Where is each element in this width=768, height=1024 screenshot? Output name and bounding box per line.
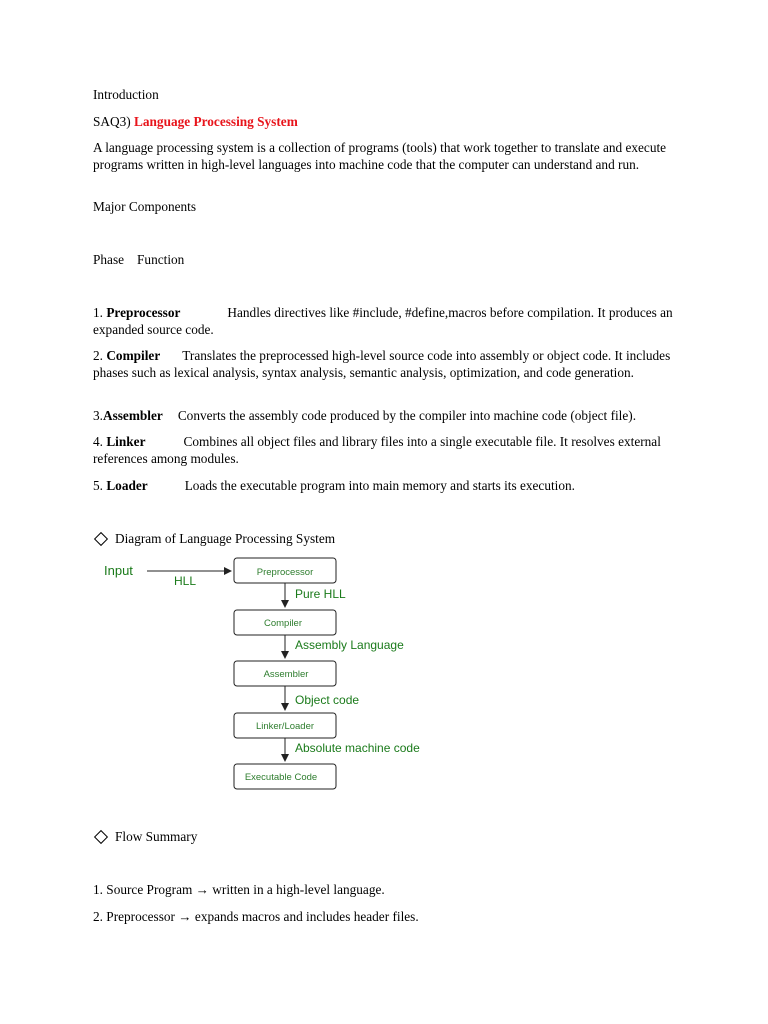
title-prefix: SAQ3)	[93, 114, 135, 129]
component-name: Assembler	[102, 408, 163, 423]
component-desc: Loads the executable program into main memory and starts its execution.	[184, 478, 575, 493]
node-label: Preprocessor	[256, 567, 314, 578]
component-row	[93, 304, 683, 338]
diagram-heading: Diagram of Language Processing System	[115, 531, 336, 546]
description: A language processing system is a collection of programs (tools) that work together to translate and execute programs written in high-level languages into machine code that the computer can understand and run.	[93, 140, 667, 172]
edge-label: Pure HLL	[295, 587, 346, 601]
title-text: Language Processing System	[134, 114, 298, 129]
component-desc: Combines all object files and library files into a single executable file. It resolves external references among modules.	[93, 434, 661, 466]
component-name: Compiler	[106, 348, 161, 363]
component-row	[93, 407, 683, 424]
component-row	[93, 477, 683, 494]
edge-label: Absolute machine code	[295, 741, 420, 755]
component-num: 4.	[93, 434, 103, 449]
diamond-bullet-icon	[94, 830, 108, 844]
component-num: 3.	[93, 408, 103, 423]
page-title	[93, 114, 298, 130]
edge-label: Assembly Language	[295, 638, 404, 652]
node-label: Linker/Loader	[255, 721, 315, 732]
component-row	[93, 347, 683, 381]
component-num: 2.	[93, 348, 103, 363]
component-name: Loader	[106, 478, 148, 493]
component-name: Preprocessor	[106, 305, 181, 320]
component-num: 1.	[93, 305, 103, 320]
component-desc: Converts the assembly code produced by the compiler into machine code (object file).	[177, 408, 637, 423]
major-components-heading: Major Components	[93, 199, 197, 214]
node-label: Compiler	[263, 618, 303, 629]
table-header	[93, 252, 184, 268]
component-desc: Translates the preprocessed high-level source code into assembly or object code. It includes phases such as lexical analysis, syntax analysis, semantic analysis, optimization, and code generation.	[93, 348, 671, 380]
function-header: Function	[137, 252, 185, 267]
component-row	[93, 433, 683, 467]
node-label: Assembler	[263, 669, 309, 680]
flow-heading: Flow Summary	[115, 829, 198, 844]
phase-header: Phase	[93, 252, 125, 267]
component-desc: Handles directives like #include, #define,macros before compilation. It produces an expanded source code.	[93, 305, 673, 337]
diagram-heading-row	[93, 531, 335, 547]
input-label: Input	[104, 563, 133, 578]
flow-item: 2. Preprocessor → expands macros and includes header files.	[93, 909, 419, 924]
flow-heading-row	[93, 829, 197, 845]
flow-item: 1. Source Program → written in a high-level language.	[93, 882, 385, 897]
component-num: 5.	[93, 478, 103, 493]
edge-label: Object code	[295, 693, 360, 707]
component-name: Linker	[106, 434, 146, 449]
input-edge-label: HLL	[174, 574, 197, 588]
node-label: Executable Code	[244, 772, 318, 783]
diamond-bullet-icon	[94, 532, 108, 546]
intro-heading: Introduction	[93, 87, 159, 102]
language-processing-diagram	[0, 550, 768, 810]
